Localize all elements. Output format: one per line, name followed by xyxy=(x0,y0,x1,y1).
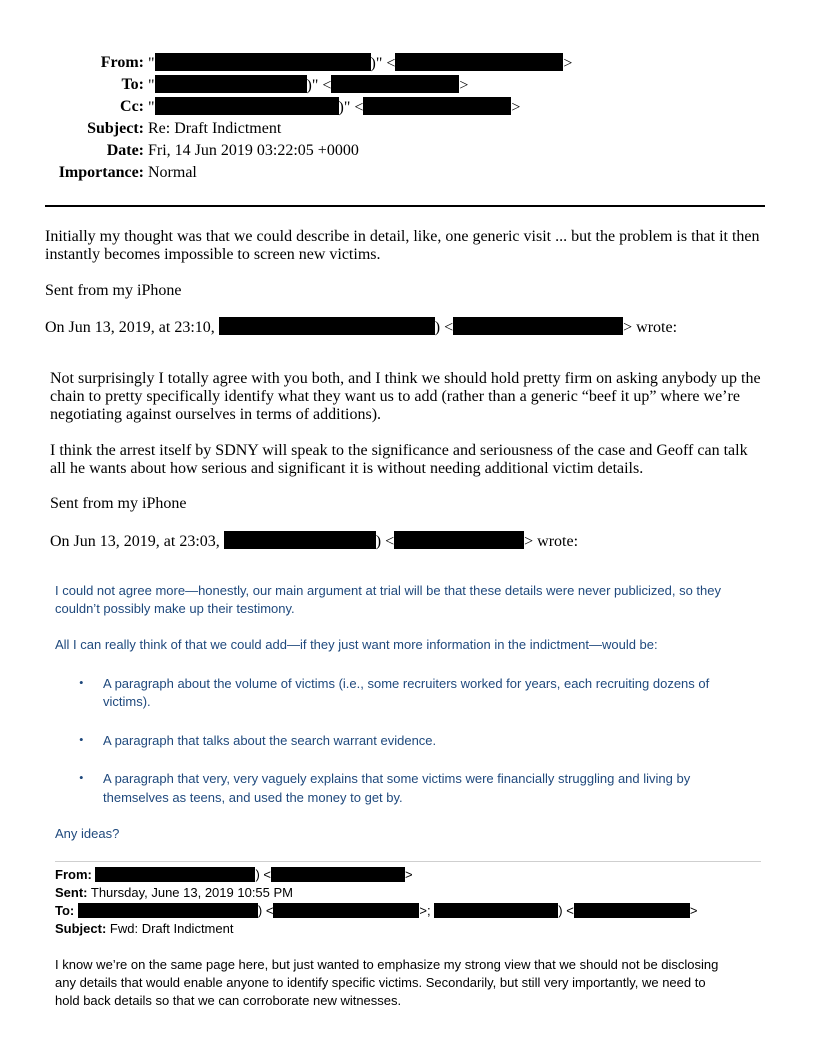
message1-body-line: instantly becomes impossible to screen new victims. xyxy=(45,246,381,263)
fwd-sent-row xyxy=(55,884,293,902)
message3-closing: Any ideas? xyxy=(55,826,120,841)
bullet-marker: • xyxy=(79,675,84,690)
redaction-bar xyxy=(224,531,376,549)
paren-lt: ) < xyxy=(257,903,274,918)
header-divider xyxy=(45,205,765,207)
fwd-body-line: hold back details so that we can corroborate new witnesses. xyxy=(55,993,402,1008)
redaction-bar xyxy=(273,903,419,918)
redaction-bar xyxy=(155,53,371,71)
message2-body-line: negotiating against ourselves in terms of additions). xyxy=(50,406,382,423)
redaction-bar xyxy=(434,903,558,918)
header-cc-label: Cc: xyxy=(120,98,144,115)
bullet-item-line: A paragraph that very, very vaguely explains that some victims were financially struggling and living by xyxy=(103,771,691,786)
fwd-subject-label: Subject: xyxy=(55,921,107,936)
forward-divider xyxy=(55,861,761,862)
quote-intro-mid: ) < xyxy=(375,533,395,550)
message1-quote-intro xyxy=(45,317,677,337)
fwd-sent-value: Thursday, June 13, 2019 10:55 PM xyxy=(90,885,293,900)
message3-body-line: All I can really think of that we could add—if they just want more information in the indictment—would be: xyxy=(55,637,658,652)
quote-mark: " xyxy=(148,99,155,116)
header-from-label: From: xyxy=(100,54,144,71)
fwd-to-row xyxy=(55,902,697,920)
message2-body-line: Not surprisingly I totally agree with you both, and I think we should hold pretty firm on asking anybody up the xyxy=(50,370,761,387)
quote-close: )" < xyxy=(338,99,364,116)
bullet-marker: • xyxy=(79,770,84,785)
redaction-bar xyxy=(574,903,690,918)
fwd-body-line: any details that would enable anyone to identify specific victims. Secondarily, but still very importantly, we need to xyxy=(55,975,706,990)
redaction-bar xyxy=(395,53,563,71)
message2-quote-intro xyxy=(50,531,578,551)
message3-body-line: I could not agree more—honestly, our main argument at trial will be that these details were never publicized, so they xyxy=(55,583,721,598)
quote-close: )" < xyxy=(370,55,396,72)
quote-intro-end: > wrote: xyxy=(524,533,579,550)
bullet-item-line: victims). xyxy=(103,694,151,709)
message1-body-line: Initially my thought was that we could describe in detail, like, one generic visit ... but the problem is that it then xyxy=(45,228,760,245)
redaction-bar xyxy=(394,531,524,549)
angle-close: > xyxy=(689,903,698,918)
header-importance-label: Importance: xyxy=(58,164,144,181)
header-date-value: Fri, 14 Jun 2019 03:22:05 +0000 xyxy=(148,142,359,159)
header-subject-label: Subject: xyxy=(87,120,144,137)
fwd-to-label: To: xyxy=(55,903,75,918)
angle-close: > xyxy=(563,55,573,72)
message2-signature: Sent from my iPhone xyxy=(50,495,187,512)
fwd-body-line: I know we’re on the same page here, but just wanted to emphasize my strong view that we should not be disclosing xyxy=(55,957,719,972)
quote-intro-text: On Jun 13, 2019, at 23:03, xyxy=(50,533,220,550)
angle-close: > xyxy=(405,867,413,882)
quote-mark: " xyxy=(148,55,155,72)
header-importance-value: Normal xyxy=(148,164,197,181)
bullet-item-line: A paragraph that talks about the search warrant evidence. xyxy=(103,733,437,748)
header-to-label: To: xyxy=(121,76,144,93)
paren-lt: ) < xyxy=(255,867,272,882)
fwd-from-label: From: xyxy=(55,867,92,882)
bullet-marker: • xyxy=(79,732,84,747)
quote-mark: " xyxy=(148,77,155,94)
redaction-bar xyxy=(78,903,258,918)
redaction-bar xyxy=(219,317,435,335)
quote-intro-mid: ) < xyxy=(434,319,454,336)
message3-body-line: couldn’t possibly make up their testimony. xyxy=(55,601,295,616)
redaction-bar xyxy=(155,75,307,93)
message2-body-line: all he wants about how serious and significant it is without needing additional victim details. xyxy=(50,460,644,477)
paren-lt: ) < xyxy=(558,903,574,918)
angle-close-semicolon: >; xyxy=(419,903,431,918)
bullet-item-line: themselves as teens, and used the money to get by. xyxy=(103,790,403,805)
fwd-sent-label: Sent: xyxy=(55,885,88,900)
fwd-from-row xyxy=(55,866,413,884)
redaction-bar xyxy=(155,97,339,115)
fwd-subject-value: Fwd: Draft Indictment xyxy=(109,921,234,936)
message2-body-line: chain to pretty specifically identify what they want us to add (rather than a generic “beef it up” where we’re xyxy=(50,388,740,405)
angle-close: > xyxy=(511,99,521,116)
redaction-bar xyxy=(95,867,255,882)
fwd-subject-row xyxy=(55,920,233,938)
redaction-bar xyxy=(271,867,405,882)
header-date-label: Date: xyxy=(106,142,144,159)
redaction-bar xyxy=(453,317,623,335)
message1-signature: Sent from my iPhone xyxy=(45,282,182,299)
angle-close: > xyxy=(459,77,469,94)
redaction-bar xyxy=(363,97,511,115)
bullet-item-line: A paragraph about the volume of victims (i.e., some recruiters worked for years, each recruiting dozens of xyxy=(103,676,710,691)
quote-intro-text: On Jun 13, 2019, at 23:10, xyxy=(45,319,215,336)
quote-intro-end: > wrote: xyxy=(623,319,678,336)
message2-body-line: I think the arrest itself by SDNY will speak to the significance and seriousness of the case and Geoff can talk xyxy=(50,442,748,459)
header-subject-value: Re: Draft Indictment xyxy=(148,120,282,137)
quote-close: )" < xyxy=(306,77,332,94)
redaction-bar xyxy=(331,75,459,93)
